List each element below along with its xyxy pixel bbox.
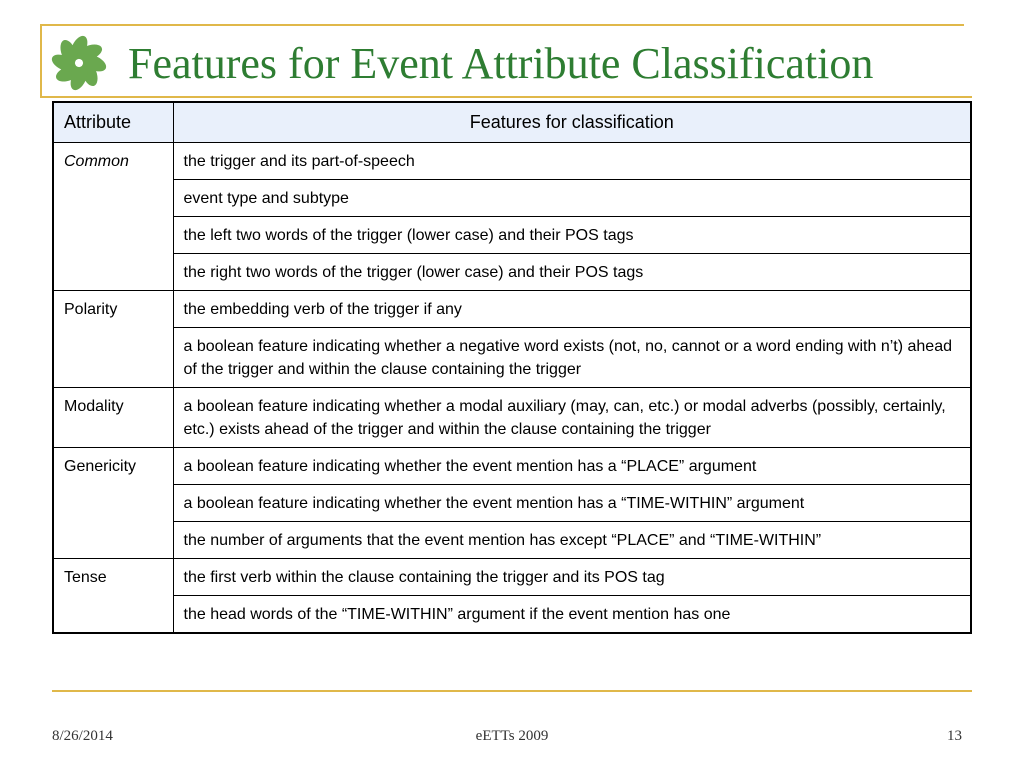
table-row xyxy=(53,291,971,328)
pinwheel-logo-icon xyxy=(46,30,112,96)
table-row xyxy=(53,448,971,485)
title-frame-left-rule xyxy=(40,24,42,98)
feature-cell: the right two words of the trigger (lower case) and their POS tags xyxy=(173,254,971,291)
table-row xyxy=(53,180,971,217)
header-attribute: Attribute xyxy=(53,102,173,143)
table-row xyxy=(53,485,971,522)
feature-cell: a boolean feature indicating whether a modal auxiliary (may, can, etc.) or modal adverbs (possibly, certainly, etc.) exists ahead of the trigger and within the clause containing the trigger xyxy=(173,388,971,448)
feature-cell: the trigger and its part-of-speech xyxy=(173,143,971,180)
table-row xyxy=(53,559,971,596)
table-row xyxy=(53,388,971,448)
attribute-cell-modality: Modality xyxy=(53,388,173,448)
footer-rule xyxy=(52,690,972,692)
table-row xyxy=(53,596,971,634)
title-underline-rule xyxy=(40,96,972,98)
feature-cell: a boolean feature indicating whether the event mention has a “TIME-WITHIN” argument xyxy=(173,485,971,522)
feature-cell: a boolean feature indicating whether the event mention has a “PLACE” argument xyxy=(173,448,971,485)
title-frame-top-rule xyxy=(40,24,964,26)
header-features: Features for classification xyxy=(173,102,971,143)
feature-cell: a boolean feature indicating whether a negative word exists (not, no, cannot or a word ending with n’t) ahead of the trigger and within the clause containing the trigger xyxy=(173,328,971,388)
footer-page-number: 13 xyxy=(947,728,962,744)
table-header-row xyxy=(53,102,971,143)
table-row xyxy=(53,328,971,388)
feature-cell: the left two words of the trigger (lower case) and their POS tags xyxy=(173,217,971,254)
attribute-cell-genericity: Genericity xyxy=(53,448,173,559)
table-row xyxy=(53,254,971,291)
table-row xyxy=(53,522,971,559)
slide-title: Features for Event Attribute Classification xyxy=(128,39,874,88)
feature-cell: the first verb within the clause containing the trigger and its POS tag xyxy=(173,559,971,596)
features-table xyxy=(52,101,972,634)
attribute-cell-common: Common xyxy=(53,143,173,291)
table-row xyxy=(53,143,971,180)
footer-date: 8/26/2014 xyxy=(52,728,113,744)
feature-cell: event type and subtype xyxy=(173,180,971,217)
feature-cell: the head words of the “TIME-WITHIN” argument if the event mention has one xyxy=(173,596,971,634)
attribute-cell-tense: Tense xyxy=(53,559,173,634)
feature-cell: the number of arguments that the event mention has except “PLACE” and “TIME-WITHIN” xyxy=(173,522,971,559)
table-row xyxy=(53,217,971,254)
footer-event-name: eETTs 2009 xyxy=(475,728,549,744)
attribute-cell-polarity: Polarity xyxy=(53,291,173,388)
feature-cell: the embedding verb of the trigger if any xyxy=(173,291,971,328)
